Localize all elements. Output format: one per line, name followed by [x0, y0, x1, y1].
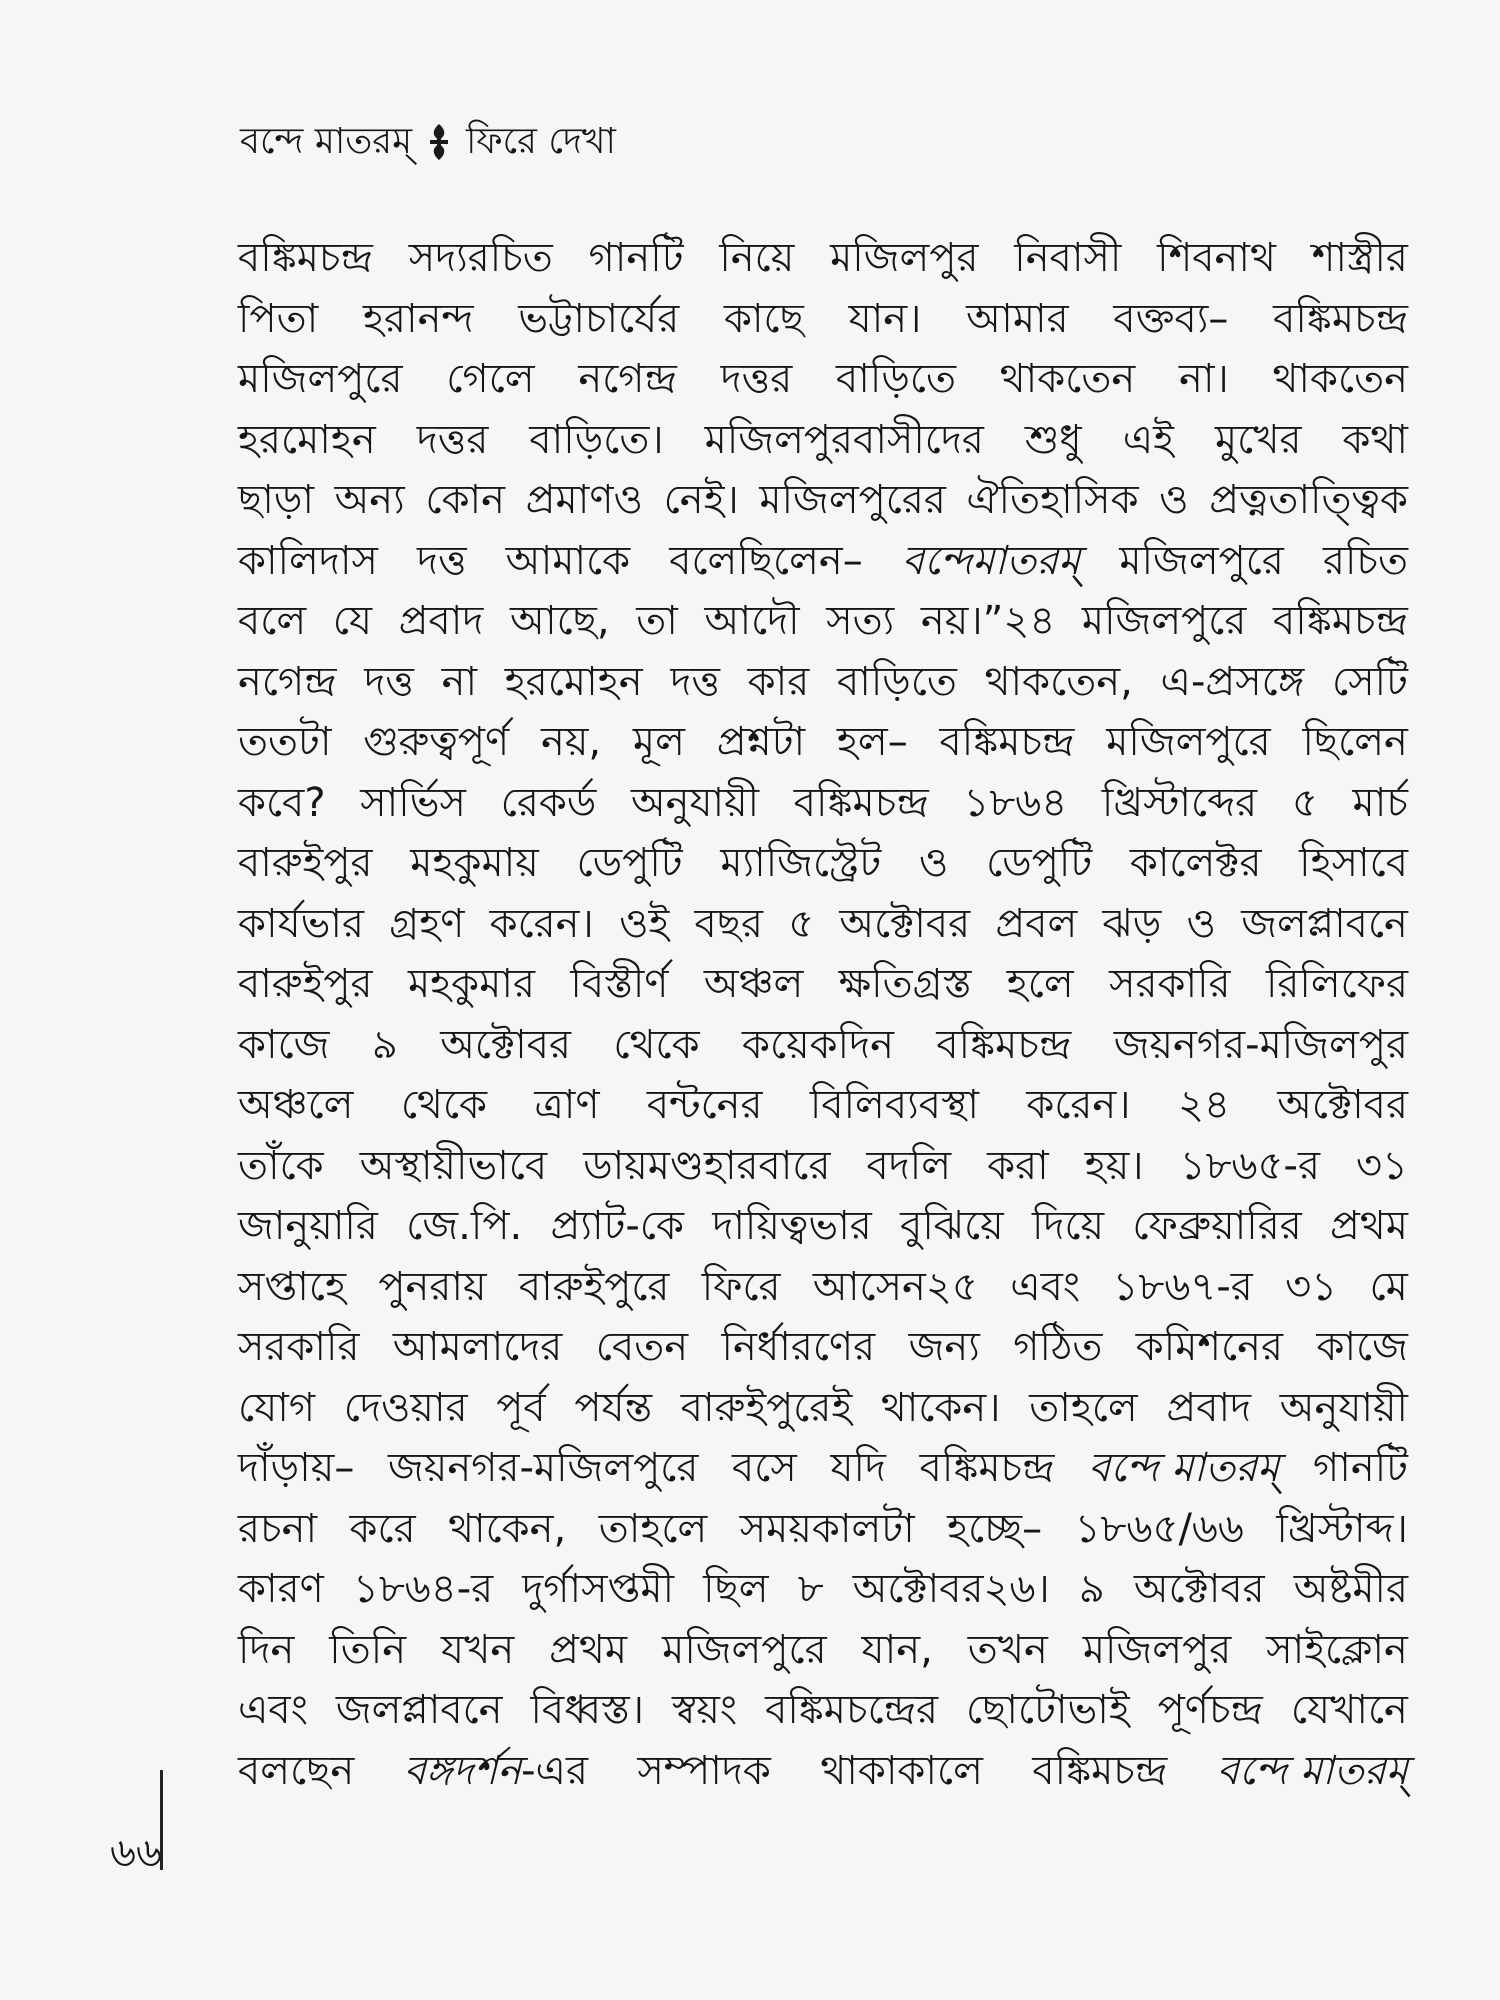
word: দাঁড়ায়– [238, 1445, 355, 1491]
word: বলেছিলেন– [669, 537, 863, 584]
word: শুধু [1024, 416, 1082, 463]
word: জয়নগর-মজিলপুর [1113, 1021, 1408, 1068]
word: এ-প্রসঙ্গে [1160, 658, 1305, 705]
word: যদি [830, 1445, 886, 1491]
word: তা [636, 598, 678, 644]
word: বঙ্কিমচন্দ্র [238, 235, 373, 281]
word: হিসাবে [1299, 840, 1408, 886]
word: ৮ [797, 1566, 824, 1612]
word: বঙ্কিমচন্দ্রের [765, 1687, 939, 1733]
word: প্রবল [995, 900, 1078, 947]
word: কাছে [723, 295, 804, 342]
word: দুর্গাসপ্তমী [522, 1566, 675, 1612]
word: ৩১ [1355, 1142, 1408, 1189]
word: থাকেন। [880, 1384, 1001, 1431]
word: জন্য [908, 1324, 980, 1370]
word: কালেক্টর [1129, 840, 1262, 886]
word: মজিলপুরে [1106, 719, 1271, 765]
word: বঙ্কিমচন্দ্র [919, 1445, 1055, 1491]
chapter-title: ফিরে দেখা [466, 121, 616, 162]
word: আমলাদের [392, 1324, 563, 1370]
word: দায়িত্বভার [712, 1203, 872, 1249]
text-line [238, 954, 1408, 1015]
word: ছাড়া [238, 477, 314, 523]
word: ও [918, 840, 949, 886]
word: বিস্তীর্ণ [570, 961, 669, 1007]
word: হল– [836, 719, 908, 765]
word: ওই [619, 900, 670, 947]
word: দত্তর [720, 356, 793, 402]
word: প্রত্নতাত্ত্বিক [1209, 477, 1408, 523]
word: হরমোহন [504, 658, 643, 705]
word: মহকুমার [407, 961, 535, 1007]
word: কবে? [238, 779, 326, 826]
word: কালিদাস [238, 537, 378, 584]
word: ডেপুটি [576, 840, 683, 886]
word: পূর্ণচন্দ্র [1157, 1687, 1263, 1733]
word: দত্ত [364, 658, 414, 705]
word: যান। [848, 295, 922, 342]
word: থাকতেন [1272, 356, 1408, 402]
word: আমার [966, 295, 1069, 342]
word: যে [332, 598, 373, 644]
word: মার্চ [1352, 779, 1408, 826]
word: কথা [1342, 416, 1408, 463]
word: অনুযায়ী [1279, 1384, 1408, 1431]
word: ২৪ [1177, 1082, 1230, 1128]
word: রচিত [1322, 537, 1408, 584]
word: বারুইপুরেই [680, 1384, 853, 1431]
word: বারুইপুরে [518, 1263, 670, 1310]
word: রেকর্ড [500, 779, 597, 826]
text-line [238, 1620, 1408, 1681]
word: মে [1369, 1263, 1408, 1310]
word: থাকেন, [448, 1505, 567, 1552]
word: গেলে [446, 356, 535, 402]
word: গানটি [588, 235, 684, 281]
running-header [240, 118, 616, 166]
text-line [238, 1378, 1408, 1439]
word: এই [1122, 416, 1174, 463]
word: কার্যভার [238, 900, 365, 947]
text-line [238, 531, 1408, 592]
word: ম্যাজিস্ট্রেট [720, 840, 882, 886]
word: গ্রহণ [389, 900, 465, 947]
word: বলছেন [238, 1747, 355, 1794]
word: পিতা [238, 295, 319, 342]
word: অক্টোবর [1133, 1566, 1265, 1612]
word: বঙ্কিমচন্দ্র [1272, 598, 1408, 644]
word: অক্টোবর [839, 900, 971, 947]
word: কমিশনের [1135, 1324, 1284, 1370]
word: বাড়িতে [836, 658, 957, 705]
word: ৫ [788, 900, 815, 947]
text-line [238, 1257, 1408, 1318]
word: ক্ষতিগ্রস্ত [838, 961, 972, 1007]
book-title: বন্দে মাতরম্ [240, 121, 413, 162]
text-line [238, 410, 1408, 471]
text-line [238, 1438, 1408, 1499]
word: করেন। [489, 900, 594, 947]
word: নয়।”২৪ [920, 598, 1056, 644]
word: বারুইপুর [238, 840, 373, 886]
word: কয়েকদিন [742, 1021, 894, 1068]
word: ও [1159, 477, 1189, 523]
word: নিবাসী [1014, 235, 1122, 281]
word: জলপ্লাবনে [1241, 900, 1408, 947]
word: ৫ [1291, 779, 1318, 826]
word: সার্ভিস [360, 779, 466, 826]
word: থাকাকালে [820, 1747, 983, 1794]
word: ফেব্রুয়ারির [1132, 1203, 1302, 1249]
word: মজিলপুরে [1081, 598, 1247, 644]
word: প্র্যাট-কে [550, 1203, 685, 1249]
word: বছর [694, 900, 764, 947]
word: যোগ [238, 1384, 316, 1431]
word: প্রবাদ [1166, 1384, 1252, 1431]
word: ৯ [1078, 1566, 1105, 1612]
text-line [238, 470, 1408, 531]
word: বলে [238, 598, 307, 644]
word: পূর্ব [496, 1384, 546, 1431]
text-line [238, 349, 1408, 410]
word: বন্দে মাতরম্ [1216, 1747, 1408, 1794]
word: বঙ্কিমচন্দ্র [793, 779, 929, 826]
word: গঠিত [1013, 1324, 1103, 1370]
word: বক্তব্য– [1113, 295, 1229, 342]
word: কারণ [238, 1566, 324, 1612]
word: সেটি [1332, 658, 1408, 705]
word: বঙ্কিমচন্দ্র [1032, 1747, 1168, 1794]
word: কার [747, 658, 810, 705]
word: দত্তর [416, 416, 489, 463]
word: করা [987, 1142, 1049, 1189]
text-line [238, 1317, 1408, 1378]
word: মজিলপুরে [1119, 537, 1284, 584]
word: বঙ্কিমচন্দ্র [939, 719, 1075, 765]
word: থাকতেন, [984, 658, 1133, 705]
word: নেই। [663, 477, 739, 523]
word: বদলি [866, 1142, 952, 1189]
word: থেকে [400, 1082, 488, 1128]
word: যান, [861, 1626, 933, 1673]
word: অনুযায়ী [630, 779, 760, 826]
word: তখন [967, 1626, 1048, 1673]
word: ১৮৬৫-র [1179, 1142, 1320, 1189]
word: মজিলপুরের [759, 477, 946, 523]
word: আমাকে [505, 537, 631, 584]
word: সরকারি [238, 1324, 360, 1370]
word: বিধ্বস্ত। [530, 1687, 645, 1733]
word: এবং [238, 1687, 308, 1733]
word: ১৮৬৭-র [1112, 1263, 1253, 1310]
word: তাহলে [1029, 1384, 1138, 1431]
word: কাজে [1316, 1324, 1408, 1370]
text-line [238, 773, 1408, 834]
word: ৯ [371, 1021, 398, 1068]
word: ও [1186, 900, 1216, 947]
word: দত্ত [670, 658, 720, 705]
word: এবং [1010, 1263, 1081, 1310]
text-line [238, 1136, 1408, 1197]
word: অন্য [334, 477, 405, 523]
text-line [238, 1680, 1408, 1741]
word: ডায়মণ্ডহারবারে [583, 1142, 831, 1189]
word: নির্ধারণের [721, 1324, 876, 1370]
word: বেতন [595, 1324, 689, 1370]
word: ঝড় [1102, 900, 1162, 947]
text-line [238, 833, 1408, 894]
word: মুখের [1214, 416, 1302, 463]
word: জয়নগর-মজিলপুরে [388, 1445, 699, 1491]
word: হয়। [1084, 1142, 1144, 1189]
word: ৩১ [1285, 1263, 1338, 1310]
word: অষ্টমীর [1293, 1566, 1408, 1612]
text-line [238, 712, 1408, 773]
word: বারুইপুর [238, 961, 373, 1007]
word: মজিলপুর [830, 235, 979, 281]
word: তাহলে [598, 1505, 708, 1552]
word: সময়কালটা [739, 1505, 915, 1552]
page-number: ৬৬ [110, 1830, 163, 1876]
word: কাজে [238, 1021, 330, 1068]
word: বিলিব্যবস্থা [809, 1082, 980, 1128]
text-line [238, 228, 1408, 289]
word: প্রশ্নটা [716, 719, 806, 765]
word: হচ্ছে– [947, 1505, 1043, 1552]
word: বঙ্কিমচন্দ্র [936, 1021, 1072, 1068]
word: কোন [425, 477, 506, 523]
word: শিবনাথ [1157, 235, 1276, 281]
word: অক্টোবর২৬। [852, 1566, 1050, 1612]
word: করেন। [1026, 1082, 1131, 1128]
word: বঙ্কিমচন্দ্র [1273, 295, 1408, 342]
word: ততটা [238, 719, 332, 765]
word: অস্থায়ীভাবে [359, 1142, 548, 1189]
word: ভট্টাচার্যের [518, 295, 680, 342]
word: গুরুত্বপূর্ণ [363, 719, 510, 765]
word: অঞ্চলে [238, 1082, 354, 1128]
fleuron-icon [426, 122, 452, 162]
word: ছিল [703, 1566, 769, 1612]
word: পুনরায় [378, 1263, 487, 1310]
text-line [238, 894, 1408, 955]
word: সত্য [826, 598, 895, 644]
word: বাড়িতে [836, 356, 956, 402]
word: হরানন্দ [362, 295, 474, 342]
word: বসে [732, 1445, 797, 1491]
word: না। [1178, 356, 1229, 402]
text-line [238, 591, 1408, 652]
word: প্রথম [549, 1626, 628, 1673]
word: নয়, [540, 719, 602, 765]
word: সাইক্লোন [1266, 1626, 1408, 1673]
word: সপ্তাহে [238, 1263, 346, 1310]
word: ১৮৬৪-র [352, 1566, 494, 1612]
word: খ্রিস্টাব্দ। [1276, 1505, 1408, 1552]
text-line [238, 1196, 1408, 1257]
word: না [441, 658, 478, 705]
word: ১৮৬৪ [963, 779, 1068, 826]
word: ছোটোভাই [965, 1687, 1130, 1733]
word: প্রবাদ [398, 598, 484, 644]
word: পর্যন্ত [574, 1384, 653, 1431]
word: বন্টনের [646, 1082, 763, 1128]
word: বঙ্গদর্শন-এর [403, 1747, 588, 1794]
word: তিনি [329, 1626, 407, 1673]
word: নিয়ে [719, 235, 795, 281]
word: যেখানে [1290, 1687, 1408, 1733]
word: জলপ্লাবনে [335, 1687, 503, 1733]
word: তাঁকে [238, 1142, 324, 1189]
word: দেওয়ার [343, 1384, 468, 1431]
word: নগেন্দ্র [238, 658, 337, 705]
word: মহকুমায় [410, 840, 539, 886]
word: করে [349, 1505, 416, 1552]
word: মজিলপুরে [662, 1626, 827, 1673]
text-line [238, 1559, 1408, 1620]
word: দিন [238, 1626, 295, 1673]
text-line [238, 652, 1408, 713]
text-line [238, 1015, 1408, 1076]
word: বন্দেমাতরম্ [901, 537, 1081, 584]
word: অক্টোবর [1277, 1082, 1408, 1128]
word: থেকে [613, 1021, 700, 1068]
word: জে.পি. [406, 1203, 523, 1249]
word: দিয়ে [1032, 1203, 1105, 1249]
word: অঞ্চল [703, 961, 804, 1007]
word: ফিরে [701, 1263, 781, 1310]
word: বাড়িতে। [529, 416, 664, 463]
word: জানুয়ারি [238, 1203, 378, 1249]
text-line [238, 1741, 1408, 1802]
word: যখন [441, 1626, 515, 1673]
word: খ্রিস্টাব্দের [1101, 779, 1258, 826]
text-line [238, 1075, 1408, 1136]
word: ঐতিহাসিক [966, 477, 1139, 523]
body-paragraph [238, 228, 1408, 1801]
word: নগেন্দ্র [578, 356, 677, 402]
word: সরকারি [1109, 961, 1231, 1007]
text-line [238, 1499, 1408, 1560]
word: ১৮৬৫/৬৬ [1074, 1505, 1244, 1552]
word: আদৌ [704, 598, 800, 644]
word: মূল [632, 719, 685, 765]
word: দত্ত [416, 537, 467, 584]
word: বুঝিয়ে [900, 1203, 1004, 1249]
word: মজিলপুরে [238, 356, 403, 402]
word: মজিলপুরবাসীদের [704, 416, 984, 463]
word: সম্পাদক [637, 1747, 771, 1794]
word: আসেন২৫ [812, 1263, 978, 1310]
word: সদ্যরচিত [408, 235, 553, 281]
word: ছিলেন [1302, 719, 1408, 765]
word: শাস্ত্রীর [1311, 235, 1408, 281]
word: অক্টোবর [440, 1021, 571, 1068]
word: প্রথম [1330, 1203, 1408, 1249]
word: বন্দে মাতরম্ [1088, 1445, 1280, 1491]
word: রচনা [238, 1505, 318, 1552]
word: হরমোহন [238, 416, 376, 463]
word: থাকতেন [999, 356, 1136, 402]
word: প্রমাণও [525, 477, 643, 523]
word: ডেপুটি [986, 840, 1093, 886]
word: হলে [1006, 961, 1074, 1007]
word: গানটি [1313, 1445, 1408, 1491]
word: স্বয়ং [672, 1687, 738, 1733]
text-line [238, 289, 1408, 350]
word: মজিলপুর [1082, 1626, 1232, 1673]
word: আছে, [509, 598, 610, 644]
word: রিলিফের [1265, 961, 1408, 1007]
word: ত্রাণ [534, 1082, 600, 1128]
